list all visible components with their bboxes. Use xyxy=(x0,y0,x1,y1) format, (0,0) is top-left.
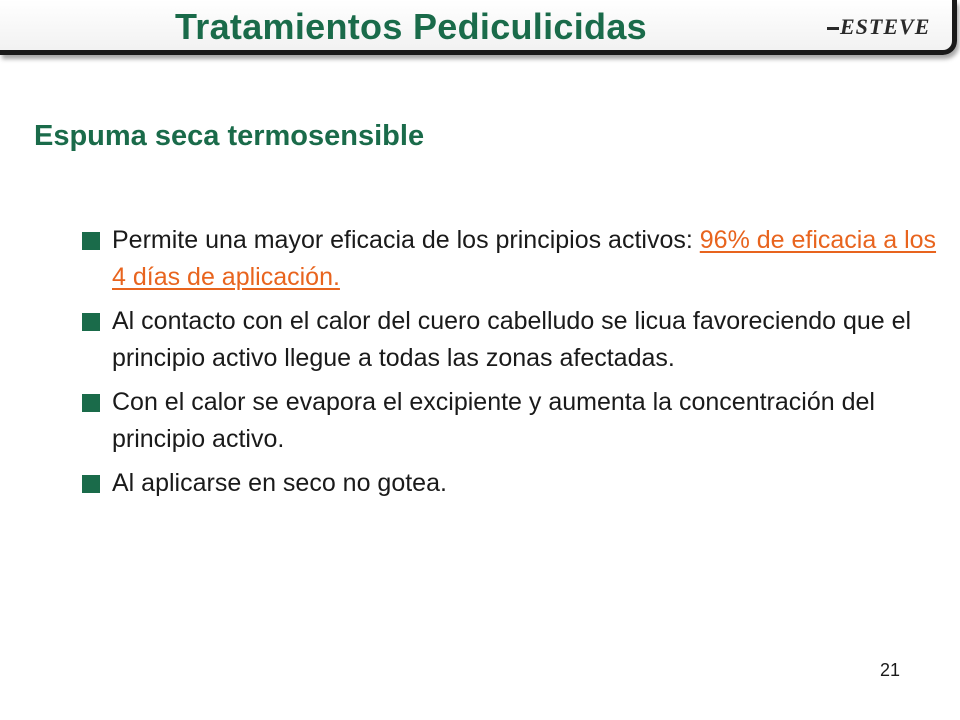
brand-logo xyxy=(827,14,930,40)
square-bullet-icon xyxy=(82,394,100,412)
brand-name: ESTEVE xyxy=(840,14,931,39)
bullet-item xyxy=(80,465,940,502)
square-bullet-icon xyxy=(82,313,100,331)
slide-title: Tratamientos Pediculicidas xyxy=(175,6,647,47)
bullet-text: Permite una mayor eficacia de los principios activos: xyxy=(112,226,700,254)
bullet-item xyxy=(80,222,940,296)
slide-header xyxy=(0,0,960,62)
square-bullet-icon xyxy=(82,232,100,250)
bullet-text: Con el calor se evapora el excipiente y aumenta la concentración del principio activo. xyxy=(112,388,875,453)
highlight-link[interactable]: 96% de eficacia a los 4 días de aplicación. xyxy=(112,226,937,291)
bullet-text: Al contacto con el calor del cuero cabelludo se licua favoreciendo que el principio activo llegue a todas las zonas afectadas. xyxy=(112,307,912,372)
bullet-item xyxy=(80,384,940,458)
section-subtitle: Espuma seca termosensible xyxy=(34,120,425,152)
bullet-list xyxy=(80,222,940,509)
bullet-text: Al aplicarse en seco no gotea. xyxy=(112,469,447,497)
bullet-item xyxy=(80,303,940,377)
logo-dash-icon xyxy=(827,27,839,30)
square-bullet-icon xyxy=(82,475,100,493)
page-number: 21 xyxy=(880,660,901,680)
